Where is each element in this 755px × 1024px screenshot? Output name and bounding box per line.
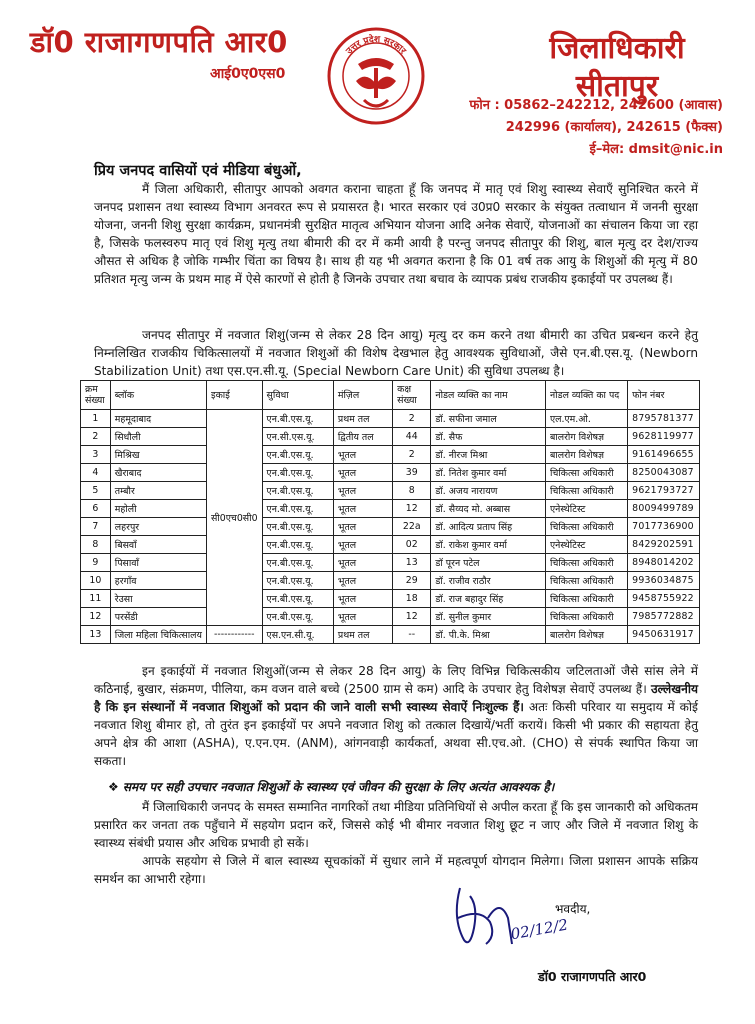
cell-nodal-name: डॉ. राजीव राठौर	[431, 572, 546, 590]
cell-floor: भूतल	[333, 518, 392, 536]
cell-floor: भूतल	[333, 608, 392, 626]
table-row	[81, 572, 700, 590]
cell-serial: 8	[81, 536, 111, 554]
cell-nodal-name: डॉ. सुनील कुमार	[431, 608, 546, 626]
cell-serial: 3	[81, 446, 111, 464]
cell-block: रेउसा	[110, 590, 206, 608]
cell-phone: 8009499789	[628, 500, 700, 518]
header-serial: क्रम संख्या	[81, 381, 111, 410]
cell-serial: 10	[81, 572, 111, 590]
cell-phone: 9161496655	[628, 446, 700, 464]
cell-floor: प्रथम तल	[333, 410, 392, 428]
header-nodal-name: नोडल व्यक्ति का नाम	[431, 381, 546, 410]
cell-room: 22a	[393, 518, 431, 536]
table-row	[81, 626, 700, 644]
free-services-highlight: उल्लेखनीय है कि इन संस्थानों में नवजात शिशुओं को प्रदान की जाने वाली सभी स्वास्थ्य सेवाऐं निःशुल्क हैं।	[94, 682, 698, 714]
cell-block: सिधौली	[110, 428, 206, 446]
table-row	[81, 500, 700, 518]
cell-room: 2	[393, 410, 431, 428]
cell-floor: भूतल	[333, 536, 392, 554]
cell-phone: 8795781377	[628, 410, 700, 428]
paragraph-services	[94, 662, 698, 770]
paragraph-appeal: मैं जिलाधिकारी जनपद के समस्त सम्मानित नागरिकों तथा मीडिया प्रतिनिधियों से अपील करता हूँ कि इस जानकारी को अधिकतम प्रसारित कर जनता तक पहुँचाने में सहयोग प्रदान करें, जिससे कोई भी बीमार नवजात शिशु छूट न जाए और जिले में नवजात शिशु के स्वास्थ्य संबंधी प्रयास और अधिक प्रभावी हो सकें।	[94, 800, 698, 850]
header-block: ब्लॉक	[110, 381, 206, 410]
cell-room: --	[393, 626, 431, 644]
officer-designation: आई0ए0एस0	[210, 66, 286, 82]
contact-email[interactable]: ई–मेल: dmsit@nic.in	[589, 142, 723, 157]
cell-block: पिसावाँ	[110, 554, 206, 572]
cell-phone: 9450631917	[628, 626, 700, 644]
important-note: ❖ समय पर सही उपचार नवजात शिशुओं के स्वास्थ्य एवं जीवन की सुरक्षा के लिए अत्यंत आवश्यक है।	[108, 780, 555, 794]
cell-nodal-post: बालरोग विशेषज्ञ	[545, 626, 627, 644]
paragraph-thanks: आपके सहयोग से जिले में बाल स्वास्थ्य सूचकांकों में सुधार लाने में महत्वपूर्ण योगदान मिलेगा। जिला प्रशासन आपके सक्रिय समर्थन का आभारी रहेगा।	[94, 854, 698, 886]
cell-nodal-name: डॉ. आदित्य प्रताप सिंह	[431, 518, 546, 536]
cell-phone: 7985772882	[628, 608, 700, 626]
cell-block: महमूदाबाद	[110, 410, 206, 428]
cell-nodal-name: डॉ. नीरज मिश्रा	[431, 446, 546, 464]
cell-facility: एन.बी.एस.यू.	[262, 464, 333, 482]
emblem-text: उत्तर प्रदेश सरकार	[344, 34, 408, 57]
table-row	[81, 482, 700, 500]
table-row	[81, 410, 700, 428]
cell-facility: एन.बी.एस.यू.	[262, 608, 333, 626]
cell-facility: एन.बी.एस.यू.	[262, 482, 333, 500]
table-row	[81, 536, 700, 554]
cell-serial: 12	[81, 608, 111, 626]
cell-block: जिला महिला चिकित्सालय	[110, 626, 206, 644]
header-nodal-post: नोडल व्यक्ति का पद	[545, 381, 627, 410]
table-row	[81, 608, 700, 626]
table-row	[81, 446, 700, 464]
cell-serial: 5	[81, 482, 111, 500]
cell-floor: भूतल	[333, 554, 392, 572]
cell-block: तम्बौर	[110, 482, 206, 500]
cell-nodal-name: डॉ. पी.के. मिश्रा	[431, 626, 546, 644]
cell-room: 12	[393, 500, 431, 518]
cell-room: 29	[393, 572, 431, 590]
salutation: प्रिय जनपद वासियों एवं मीडिया बंधुओं,	[94, 163, 302, 179]
cell-facility: एन.बी.एस.यू.	[262, 590, 333, 608]
cell-floor: भूतल	[333, 464, 392, 482]
cell-phone: 9621793727	[628, 482, 700, 500]
cell-serial: 9	[81, 554, 111, 572]
cell-serial: 4	[81, 464, 111, 482]
cell-floor: भूतल	[333, 590, 392, 608]
header-unit: इकाई	[206, 381, 262, 410]
cell-block: बिसवाँ	[110, 536, 206, 554]
cell-nodal-post: एनेस्थेटिस्ट	[545, 536, 627, 554]
cell-nodal-post: चिकित्सा अधिकारी	[545, 608, 627, 626]
cell-room: 12	[393, 608, 431, 626]
cell-block: खैराबाद	[110, 464, 206, 482]
cell-phone: 7017736900	[628, 518, 700, 536]
cell-nodal-post: चिकित्सा अधिकारी	[545, 518, 627, 536]
cell-nodal-name: डॉ. राज बहादुर सिंह	[431, 590, 546, 608]
header-room: कक्ष संख्या	[393, 381, 431, 410]
cell-facility: एन.बी.एस.यू.	[262, 410, 333, 428]
paragraph-intro: मैं जिला अधिकारी, सीतापुर आपको अवगत कराना चाहता हूँ कि जनपद में मातृ एवं शिशु स्वास्थ्य सेवाएँ सुनिश्चित करने में जनपद प्रशासन तथा स्वास्थ्य विभाग अनवरत रूप से प्रयासरत है। भारत सरकार एवं उ0प्र0 सरकार के संयुक्त तत्वाधान में जननी सुरक्षा योजना, जननी शिशु सुरक्षा कार्यक्रम, प्रधानमंत्री सुरक्षित मातृत्व अभियान योजना आदि अनेक सेवाऐं, योजनाओं का संचालन किया जा रहा है, जिसके फलस्वरुप मातृ एवं शिशु मृत्यु तथा बीमारी की दर में कमी आयी है परन्तु जनपद सीतापुर की शिशु, बाल मृत्यु दर देश/राज्य औसत से अधिक है जोकि गम्भीर चिंता का विषय है। साथ ही यह भी अवगत कराना है कि 01 वर्ष तक आयु के शिशुओं की मृत्यु में 80 प्रतिशत मृत्यु जन्म के प्रथम माह में ऐसे कारणों से होती है जिनके उपचार तथा बचाव के व्यापक प्रबंध राजकीय इकाईयों पर उपलब्ध हैं।	[94, 182, 698, 286]
cell-nodal-post: चिकित्सा अधिकारी	[545, 554, 627, 572]
cell-nodal-post: चिकित्सा अधिकारी	[545, 572, 627, 590]
cell-nodal-post: एनेस्थेटिस्ट	[545, 500, 627, 518]
cell-facility: एन.बी.एस.यू.	[262, 554, 333, 572]
table-row	[81, 554, 700, 572]
cell-nodal-post: बालरोग विशेषज्ञ	[545, 446, 627, 464]
table-row	[81, 464, 700, 482]
cell-facility: एन.बी.एस.यू.	[262, 518, 333, 536]
cell-room: 02	[393, 536, 431, 554]
cell-serial: 6	[81, 500, 111, 518]
cell-nodal-post: चिकित्सा अधिकारी	[545, 590, 627, 608]
cell-nodal-post: एल.एम.ओ.	[545, 410, 627, 428]
header-facility: सुविधा	[262, 381, 333, 410]
cell-serial: 11	[81, 590, 111, 608]
cell-nodal-name: डॉ पूरन पटेल	[431, 554, 546, 572]
cell-room: 2	[393, 446, 431, 464]
cell-serial: 7	[81, 518, 111, 536]
cell-nodal-post: चिकित्सा अधिकारी	[545, 482, 627, 500]
cell-unit-merged: सी0एच0सी0	[206, 410, 262, 626]
cell-room: 13	[393, 554, 431, 572]
cell-floor: भूतल	[333, 500, 392, 518]
cell-serial: 1	[81, 410, 111, 428]
cell-phone: 9628119977	[628, 428, 700, 446]
cell-floor: भूतल	[333, 572, 392, 590]
handwritten-signature	[430, 878, 600, 958]
officer-name: डॉ0 राजागणपति आर0	[30, 25, 288, 59]
cell-facility: एन.बी.एस.यू.	[262, 536, 333, 554]
cell-nodal-post: बालरोग विशेषज्ञ	[545, 428, 627, 446]
signature-date: 02/12/2	[509, 915, 570, 944]
cell-phone: 8429202591	[628, 536, 700, 554]
svg-text:उत्तर प्रदेश सरकार	[344, 33, 408, 57]
cell-room: 44	[393, 428, 431, 446]
services-contact-text: अतः किसी परिवार या समुदाय में कोई नवजात शिशु बीमार हो, तो तुरंत इन इकाईयों पर अपने नवजात शिशु को तत्काल दिखायें/भर्ती करायें। किसी भी प्रकार की सहायता हेतु अपने क्षेत्र की आशा (ASHA), ए.एन.एम. (ANM), आंगनवाड़ी कार्यकर्ता, अथवा सी.एच.ओ. (CHO) से संपर्क स्थापित किया जा सकता।	[94, 700, 698, 768]
cell-block: लहरपुर	[110, 518, 206, 536]
cell-nodal-name: डॉ. सफीना जमाल	[431, 410, 546, 428]
cell-block: महोली	[110, 500, 206, 518]
cell-block: हरगाँव	[110, 572, 206, 590]
cell-facility: एन.सी.एस.यू.	[262, 428, 333, 446]
cell-block: मिश्रिख	[110, 446, 206, 464]
cell-nodal-name: डॉ. सैय्यद मो. अब्बास	[431, 500, 546, 518]
services-text: इन इकाईयों में नवजात शिशुओं(जन्म से लेकर 28 दिन आयु) के लिए विभिन्न चिकित्सकीय जटिलताओं जैसे सांस लेने में कठिनाई, बुखार, संक्रमण, पीलिया, कम वजन वाले बच्चे (2500 ग्राम से कम) आदि के उपचार हेतु विशेषज्ञ सेवाऐं उपलब्ध हैं।	[94, 664, 698, 696]
header-floor: मंज़िल	[333, 381, 392, 410]
cell-phone: 9936034875	[628, 572, 700, 590]
cell-facility: एन.बी.एस.यू.	[262, 500, 333, 518]
office-place: सीतापुर	[575, 69, 659, 104]
table-row	[81, 428, 700, 446]
cell-nodal-name: डॉ. नितेश कुमार वर्मा	[431, 464, 546, 482]
cell-floor: भूतल	[333, 446, 392, 464]
table-row	[81, 590, 700, 608]
cell-nodal-name: डॉ. सैफ	[431, 428, 546, 446]
cell-phone: 8250043087	[628, 464, 700, 482]
cell-facility: एस.एन.सी.यू.	[262, 626, 333, 644]
cell-room: 39	[393, 464, 431, 482]
cell-room: 18	[393, 590, 431, 608]
table-row	[81, 518, 700, 536]
cell-serial: 13	[81, 626, 111, 644]
contact-phone-residence: फोन : 05862–242212, 242600 (आवास)	[469, 98, 723, 113]
cell-facility: एन.बी.एस.यू.	[262, 446, 333, 464]
cell-room: 8	[393, 482, 431, 500]
office-title: जिलाधिकारी	[549, 31, 685, 66]
cell-block: परसेंडी	[110, 608, 206, 626]
cell-floor: भूतल	[333, 482, 392, 500]
cell-nodal-name: डॉ. अजय नारायण	[431, 482, 546, 500]
cell-phone: 9458755922	[628, 590, 700, 608]
table-header-row	[81, 381, 700, 410]
cell-nodal-name: डॉ. राकेश कुमार वर्मा	[431, 536, 546, 554]
cell-floor: प्रथम तल	[333, 626, 392, 644]
cell-floor: द्वितीय तल	[333, 428, 392, 446]
paragraph-facilities: जनपद सीतापुर में नवजात शिशु(जन्म से लेकर 28 दिन आयु) मृत्यु दर कम करने तथा बीमारी का उचित प्रबन्धन करने हेतु निम्नलिखित राजकीय चिकित्सालयों में नवजात शिशुओं की विशेष देखभाल हेतु आवश्यक सुविधाओं, जैसे एन.बी.एस.यू. (Newborn Stabilization Unit) तथा एस.एन.सी.यू. (Special Newborn Care Unit) की सुविधा उपलब्ध है।	[94, 328, 698, 378]
header-phone: फोन नंबर	[628, 381, 700, 410]
contact-phone-office: 242996 (कार्यालय), 242615 (फैक्स)	[505, 120, 723, 135]
cell-facility: एन.बी.एस.यू.	[262, 572, 333, 590]
cell-nodal-post: चिकित्सा अधिकारी	[545, 464, 627, 482]
cell-phone: 8948014202	[628, 554, 700, 572]
facility-table	[80, 380, 700, 644]
cell-unit: ------------	[206, 626, 262, 644]
cell-serial: 2	[81, 428, 111, 446]
signer-name: डॉ0 राजागणपति आर0	[538, 969, 647, 984]
closing-remark: भवदीय,	[555, 902, 591, 916]
state-emblem-icon	[326, 26, 426, 126]
